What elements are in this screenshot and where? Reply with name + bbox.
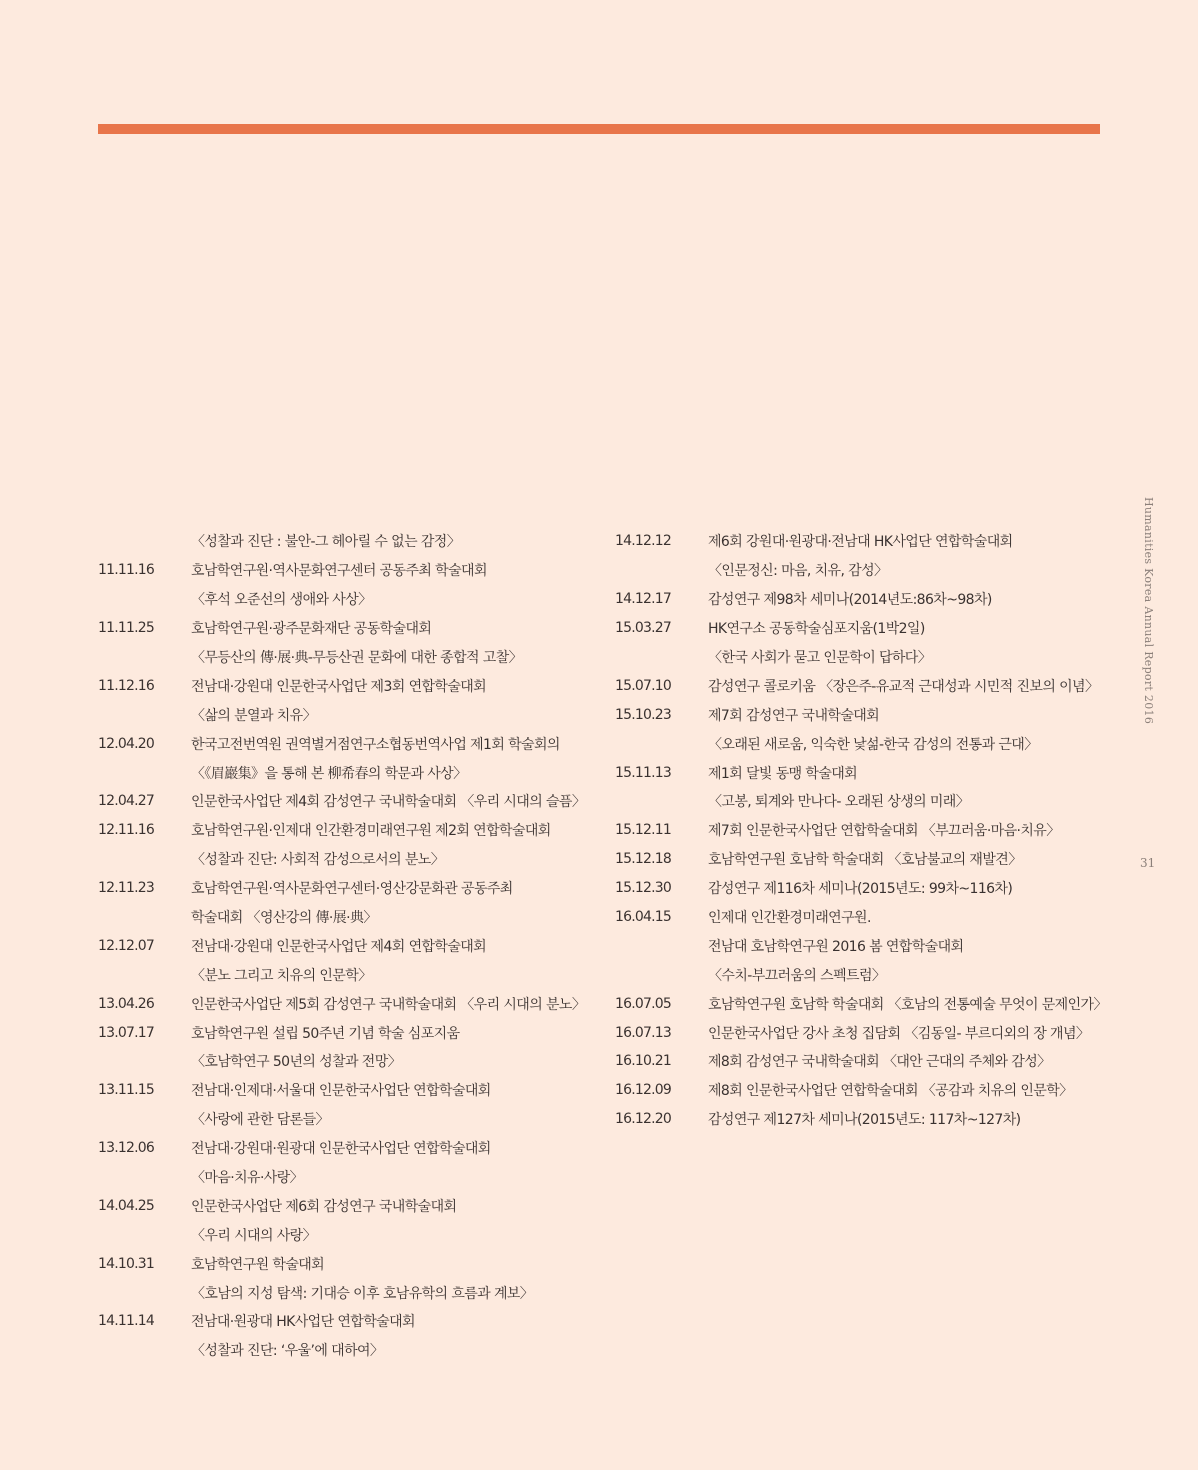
event-date: 16.12.09 xyxy=(615,1082,671,1099)
event-date: 12.12.07 xyxy=(98,937,154,954)
event-row xyxy=(98,931,598,960)
event-row xyxy=(615,671,1115,700)
event-row xyxy=(615,787,1115,816)
event-row xyxy=(98,643,598,672)
event-title: 한국고전번역원 권역별거점연구소협동번역사업 제1회 학술회의 xyxy=(191,736,560,753)
event-title: 호남학연구원 설립 50주년 기념 학술 심포지움 xyxy=(191,1025,460,1042)
page-number: 31 xyxy=(1140,856,1156,870)
event-title: 제6회 강원대·원광대·전남대 HK사업단 연합학술대회 xyxy=(708,534,1013,551)
event-title: 호남학연구원·역사문화연구센터 공동주최 학술대회 xyxy=(191,563,487,580)
event-title: 〈인문정신: 마음, 치유, 감성〉 xyxy=(708,563,888,580)
event-title: 호남학연구원·역사문화연구센터·영산강문화관 공동주최 xyxy=(191,881,513,898)
event-date: 15.10.23 xyxy=(615,706,671,723)
event-date: 11.12.16 xyxy=(98,677,154,694)
event-date: 13.07.17 xyxy=(98,1024,154,1041)
event-row xyxy=(615,729,1115,758)
event-date: 12.11.16 xyxy=(98,822,154,839)
event-title: 감성연구 콜로키움 〈장은주-유교적 근대성과 시민적 진보의 이념〉 xyxy=(708,678,1099,695)
event-title: 호남학연구원·인제대 인간환경미래연구원 제2회 연합학술대회 xyxy=(191,823,551,840)
event-title: 전남대·강원대 인문한국사업단 제3회 연합학술대회 xyxy=(191,678,487,695)
event-row xyxy=(98,556,598,585)
event-title: 〈마음·치유·사랑〉 xyxy=(191,1170,304,1187)
event-title: 감성연구 제127차 세미나(2015년도: 117차~127차) xyxy=(708,1112,1021,1129)
event-date: 15.03.27 xyxy=(615,620,671,637)
event-row xyxy=(98,960,598,989)
event-title: 인문한국사업단 제4회 감성연구 국내학술대회 〈우리 시대의 슬픔〉 xyxy=(191,794,586,811)
event-title: 호남학연구원·광주문화재단 공동학술대회 xyxy=(191,621,432,638)
event-title: 호남학연구원 학술대회 xyxy=(191,1256,325,1273)
event-title: 제7회 인문한국사업단 연합학술대회 〈부끄러움·마음·치유〉 xyxy=(708,823,1060,840)
event-row xyxy=(615,1076,1115,1105)
event-date: 12.04.27 xyxy=(98,793,154,810)
event-title: 제7회 감성연구 국내학술대회 xyxy=(708,707,880,724)
event-date: 14.10.31 xyxy=(98,1255,154,1272)
event-row xyxy=(98,700,598,729)
event-row xyxy=(98,903,598,932)
event-row xyxy=(615,1018,1115,1047)
event-title: 제8회 인문한국사업단 연합학술대회 〈공감과 치유의 인문학〉 xyxy=(708,1083,1073,1100)
right-event-list xyxy=(615,527,1115,1134)
event-title: 전남대·인제대·서울대 인문한국사업단 연합학술대회 xyxy=(191,1083,491,1100)
event-date: 12.04.20 xyxy=(98,735,154,752)
event-row xyxy=(98,527,598,556)
event-date: 15.11.13 xyxy=(615,764,671,781)
event-title: 학술대회 〈영산강의 傳·展·典〉 xyxy=(191,910,377,927)
event-row xyxy=(98,1134,598,1163)
event-row xyxy=(98,1249,598,1278)
event-date: 14.12.12 xyxy=(615,533,671,550)
event-date: 13.12.06 xyxy=(98,1140,154,1157)
event-title: 전남대·강원대·원광대 인문한국사업단 연합학술대회 xyxy=(191,1141,491,1158)
event-title: 〈우리 시대의 사랑〉 xyxy=(191,1227,316,1244)
event-row xyxy=(98,1191,598,1220)
event-title: 전남대 호남학연구원 2016 봄 연합학술대회 xyxy=(708,938,964,955)
event-title: HK연구소 공동학술심포지움(1박2일) xyxy=(708,621,925,638)
event-row xyxy=(98,1278,598,1307)
event-title: 전남대·원광대 HK사업단 연합학술대회 xyxy=(191,1314,415,1331)
event-title: 〈분노 그리고 치유의 인문학〉 xyxy=(191,967,372,984)
event-row xyxy=(615,874,1115,903)
event-date: 16.07.05 xyxy=(615,995,671,1012)
event-row xyxy=(615,1105,1115,1134)
event-row xyxy=(98,1163,598,1192)
event-title: 〈《眉巖集》을 통해 본 柳希春의 학문과 사상〉 xyxy=(191,765,467,782)
event-row xyxy=(98,585,598,614)
event-row xyxy=(615,614,1115,643)
event-row xyxy=(98,816,598,845)
event-row xyxy=(98,729,598,758)
event-row xyxy=(98,989,598,1018)
event-row xyxy=(615,585,1115,614)
event-row xyxy=(98,1047,598,1076)
event-title: 〈성찰과 진단 : 불안-그 헤아릴 수 없는 감정〉 xyxy=(191,534,461,551)
event-row xyxy=(615,989,1115,1018)
event-date: 12.11.23 xyxy=(98,880,154,897)
event-date: 15.12.11 xyxy=(615,822,671,839)
event-title: 〈호남학연구 50년의 성찰과 전망〉 xyxy=(191,1054,402,1071)
event-row xyxy=(98,758,598,787)
event-title: 인문한국사업단 제5회 감성연구 국내학술대회 〈우리 시대의 분노〉 xyxy=(191,996,586,1013)
event-row xyxy=(615,960,1115,989)
event-row xyxy=(615,556,1115,585)
event-row xyxy=(98,787,598,816)
event-title: 〈수치-부끄러움의 스펙트럼〉 xyxy=(708,967,886,984)
event-row xyxy=(98,1076,598,1105)
event-date: 16.07.13 xyxy=(615,1024,671,1041)
event-title: 감성연구 제98차 세미나(2014년도:86차~98차) xyxy=(708,592,992,609)
event-date: 15.12.18 xyxy=(615,851,671,868)
event-date: 14.11.14 xyxy=(98,1313,154,1330)
event-title: 전남대·강원대 인문한국사업단 제4회 연합학술대회 xyxy=(191,938,487,955)
event-title: 호남학연구원 호남학 학술대회 〈호남불교의 재발견〉 xyxy=(708,852,1022,869)
event-title: 제8회 감성연구 국내학술대회 〈대안 근대의 주체와 감성〉 xyxy=(708,1054,1051,1071)
event-row xyxy=(98,874,598,903)
running-title: Humanities Korea Annual Report 2016 xyxy=(1142,497,1155,725)
event-date: 15.07.10 xyxy=(615,677,671,694)
event-row xyxy=(98,1018,598,1047)
event-row xyxy=(615,816,1115,845)
event-row xyxy=(615,700,1115,729)
event-date: 11.11.16 xyxy=(98,562,154,579)
event-row xyxy=(98,845,598,874)
event-row xyxy=(615,758,1115,787)
event-date: 14.12.17 xyxy=(615,591,671,608)
event-row xyxy=(98,671,598,700)
event-date: 13.04.26 xyxy=(98,995,154,1012)
event-title: 〈오래된 새로움, 익숙한 낯섦-한국 감성의 전통과 근대〉 xyxy=(708,736,1038,753)
event-row xyxy=(98,614,598,643)
event-row xyxy=(615,1047,1115,1076)
event-row xyxy=(98,1105,598,1134)
header-accent-bar xyxy=(98,124,1100,134)
event-date: 15.12.30 xyxy=(615,880,671,897)
event-row xyxy=(615,903,1115,932)
event-row xyxy=(98,1307,598,1336)
event-title: 인제대 인간환경미래연구원. xyxy=(708,910,871,927)
event-row xyxy=(615,643,1115,672)
event-date: 16.04.15 xyxy=(615,909,671,926)
event-title: 〈호남의 지성 탐색: 기대승 이후 호남유학의 흐름과 계보〉 xyxy=(191,1285,534,1302)
event-row xyxy=(98,1336,598,1365)
event-date: 14.04.25 xyxy=(98,1197,154,1214)
event-date: 16.10.21 xyxy=(615,1053,671,1070)
event-title: 〈성찰과 진단: 사회적 감성으로서의 분노〉 xyxy=(191,852,445,869)
event-title: 호남학연구원 호남학 학술대회 〈호남의 전통예술 무엇이 문제인가〉 xyxy=(708,996,1107,1013)
event-title: 인문한국사업단 제6회 감성연구 국내학술대회 xyxy=(191,1198,457,1215)
event-row xyxy=(615,845,1115,874)
event-title: 감성연구 제116차 세미나(2015년도: 99차~116차) xyxy=(708,881,1013,898)
event-date: 13.11.15 xyxy=(98,1082,154,1099)
event-title: 인문한국사업단 강사 초청 집담회 〈김동일- 부르디외의 장 개념〉 xyxy=(708,1025,1090,1042)
event-row xyxy=(615,527,1115,556)
event-title: 〈사랑에 관한 담론들〉 xyxy=(191,1112,329,1129)
event-title: 〈무등산의 傳·展·典-무등산권 문화에 대한 종합적 고찰〉 xyxy=(191,650,523,666)
left-event-list xyxy=(98,527,598,1365)
event-title: 〈성찰과 진단: ‘우울’에 대하여〉 xyxy=(191,1343,384,1360)
event-title: 〈고봉, 퇴계와 만나다- 오래된 상생의 미래〉 xyxy=(708,794,970,811)
event-title: 〈후석 오준선의 생애와 사상〉 xyxy=(191,592,372,609)
event-row xyxy=(98,1220,598,1249)
event-date: 16.12.20 xyxy=(615,1111,671,1128)
event-title: 〈삶의 분열과 치유〉 xyxy=(191,707,316,724)
event-row xyxy=(615,931,1115,960)
event-title: 제1회 달빛 동맹 학술대회 xyxy=(708,765,858,782)
event-title: 〈한국 사회가 묻고 인문학이 답하다〉 xyxy=(708,650,932,666)
event-date: 11.11.25 xyxy=(98,620,154,637)
